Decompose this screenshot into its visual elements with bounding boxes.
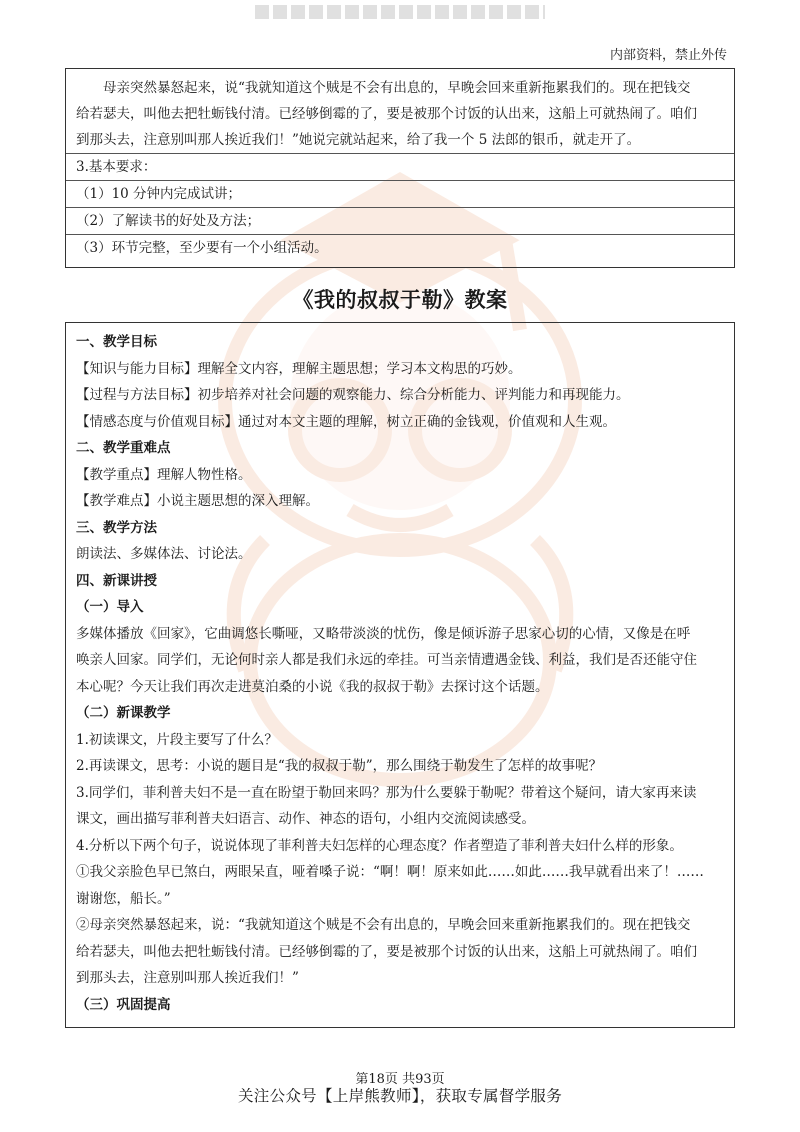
section-heading: 二、教学重难点	[76, 440, 171, 456]
requirements-heading: 3.基本要求：	[76, 159, 157, 175]
subsection-heading: （一）导入	[76, 599, 144, 615]
confidential-notice: 内部资料，禁止外传	[609, 48, 727, 63]
lesson-plan-title: 《我的叔叔于勒》教案	[292, 287, 508, 312]
section-heading: 一、教学目标	[76, 334, 157, 350]
question-box	[65, 68, 735, 268]
paragraph-line: 唤亲人回家。同学们，无论何时亲人都是我们永远的牵挂。可当亲情遭遇金钱、利益，我们是否还能守住	[76, 652, 697, 668]
section-heading: 四、新课讲授	[76, 572, 157, 589]
requirement-item: （2）了解读书的好处及方法；	[76, 213, 261, 229]
paragraph-line: 谢谢您，船长。”	[76, 890, 171, 907]
question-line: 到那头去，注意别叫那人挨近我们！”她说完就站起来，给了我一个 5 法郎的银币，就走开了。	[76, 132, 641, 148]
paragraph-line: ②母亲突然暴怒起来，说：“我就知道这个贼是不会有出息的，早晚会回来重新拖累我们的。现在把钱交	[76, 917, 691, 933]
objective-line: 【知识与能力目标】理解全文内容，理解主题思想；学习本文构思的巧妙。	[76, 360, 522, 377]
paragraph-line: ①我父亲脸色早已煞白，两眼呆直，哑着嗓子说：“啊！啊！原来如此……如此……我早就看出来了！……	[76, 864, 704, 880]
requirement-item: （3）环节完整，至少要有一个小组活动。	[76, 240, 328, 256]
lesson-plan-box	[65, 322, 735, 1028]
difficulty-line: 【教学难点】小说主题思想的深入理解。	[76, 493, 319, 509]
footer-promo: 关注公众号【上岸熊教师】，获取专属督学服务	[237, 1087, 563, 1105]
method-line: 朗读法、多媒体法、讨论法。	[76, 546, 252, 562]
question-line: 给若瑟夫，叫他去把牡蛎钱付清。已经够倒霉的了，要是被那个讨饭的认出来，这船上可就热闹了。咱们	[76, 106, 697, 122]
paragraph-line: 1.初读课文，片段主要写了什么？	[76, 731, 278, 748]
page-number: 第18页 共93页	[355, 1072, 445, 1087]
question-line: 母亲突然暴怒起来，说“我就知道这个贼是不会有出息的，早晚会回来重新拖累我们的。现在把钱交	[103, 80, 691, 96]
paragraph-line: 2.再读课文，思考：小说的题目是“我的叔叔于勒”，那么围绕于勒发生了怎样的故事呢？	[76, 758, 603, 774]
subsection-heading: （二）新课教学	[76, 705, 171, 721]
paragraph-line: 到那头去，注意别叫那人挨近我们！”	[76, 970, 299, 986]
subsection-heading: （三）巩固提高	[76, 996, 171, 1013]
key-point-line: 【教学重点】理解人物性格。	[76, 466, 252, 483]
section-heading: 三、教学方法	[76, 519, 157, 536]
objective-line: 【过程与方法目标】初步培养对社会问题的观察能力、综合分析能力、评判能力和再现能力。	[76, 387, 630, 403]
paragraph-line: 课文，画出描写菲利普夫妇语言、动作、神态的语句，小组内交流阅读感受。	[76, 811, 535, 827]
objective-line: 【情感态度与价值观目标】通过对本文主题的理解，树立正确的金钱观，价值观和人生观。	[76, 413, 616, 430]
paragraph-line: 多媒体播放《回家》，它曲调悠长嘶哑，又略带淡淡的忧伤，像是倾诉游子思家心切的心情，又像是在呼	[76, 625, 691, 642]
header-faded-text	[255, 5, 545, 19]
paragraph-line: 3.同学们，菲利普夫妇不是一直在盼望于勒回来吗？那为什么要躲于勒呢？带着这个疑问，请大家再来读	[76, 784, 697, 801]
paragraph-line: 给若瑟夫，叫他去把牡蛎钱付清。已经够倒霉的了，要是被那个讨饭的认出来，这船上可就热闹了。咱们	[76, 943, 697, 960]
requirement-item: （1）10 分钟内完成试讲；	[76, 186, 242, 202]
paragraph-line: 4.分析以下两个句子，说说体现了菲利普夫妇怎样的心理态度？作者塑造了菲利普夫妇什么样的形象。	[76, 837, 683, 854]
paragraph-line: 本心呢？今天让我们再次走进莫泊桑的小说《我的叔叔于勒》去探讨这个话题。	[76, 678, 549, 695]
